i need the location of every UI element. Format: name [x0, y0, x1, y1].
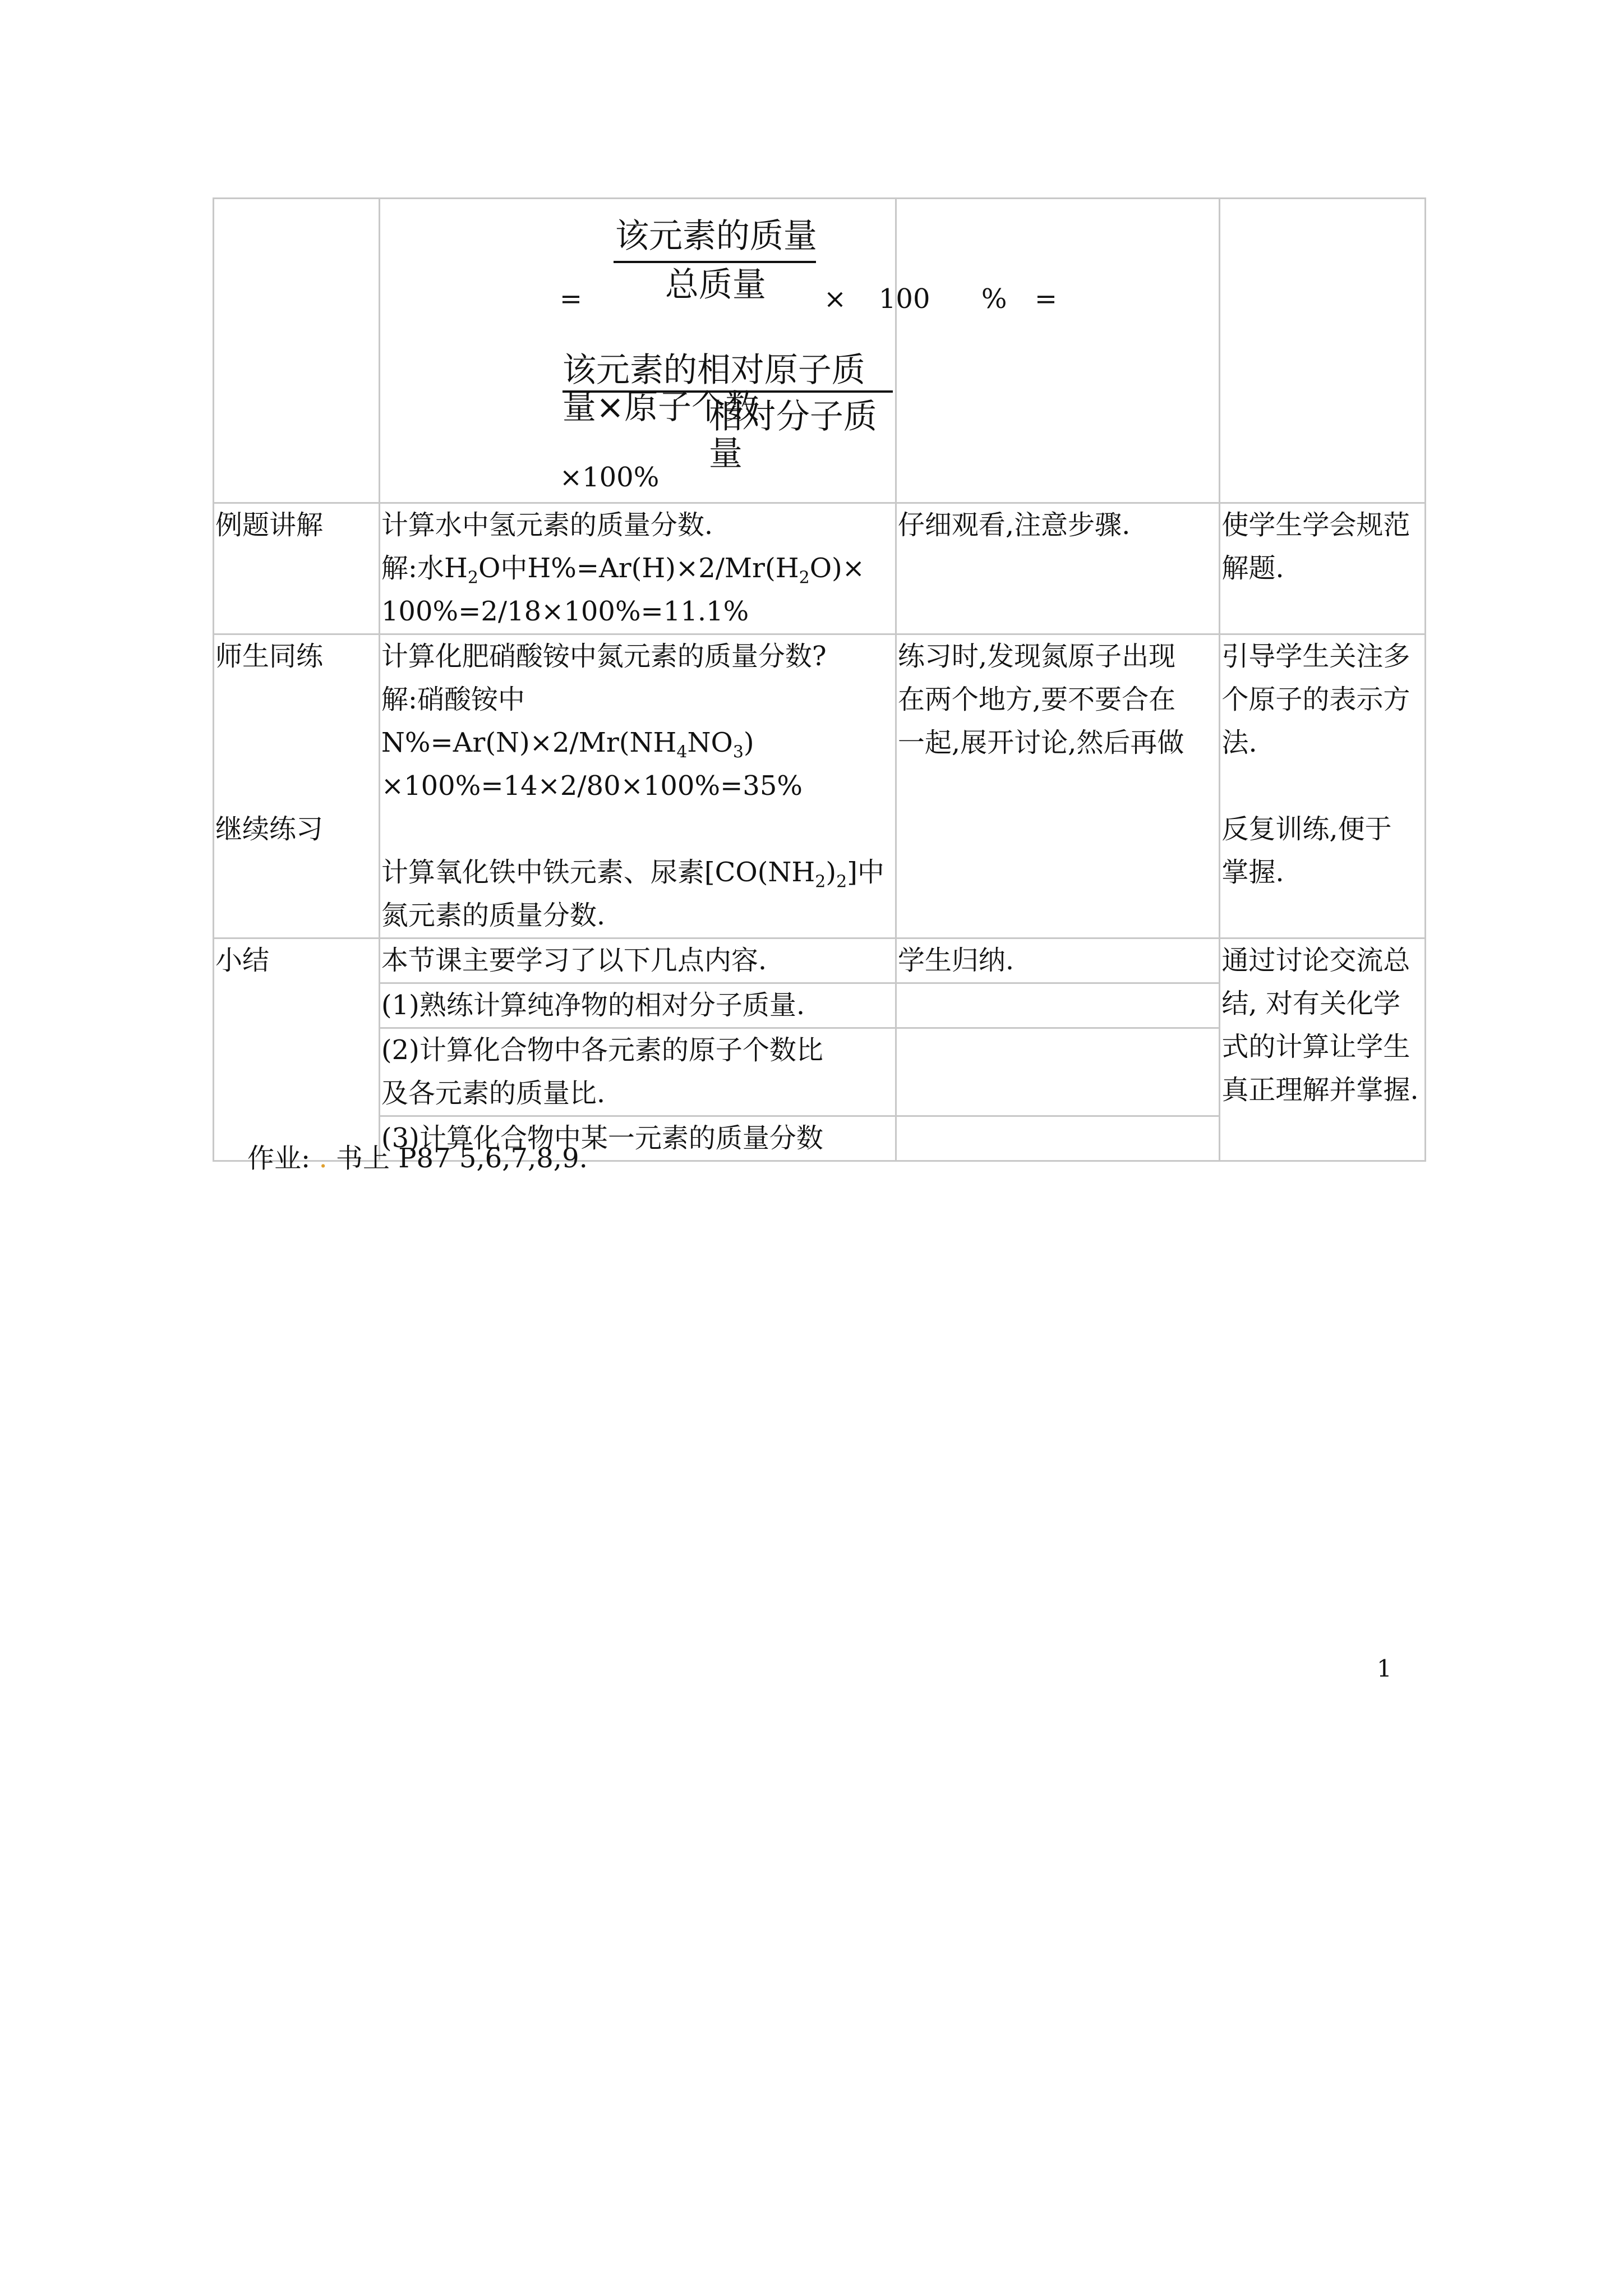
summary-item-2 [379, 1028, 896, 1116]
formula-tail: ×100% [559, 462, 660, 493]
summary-empty-2 [896, 1028, 1220, 1116]
homework-dot: . [319, 1143, 328, 1174]
summary-item-3: (3)计算化合物中某一元素的质量分数 [379, 1116, 896, 1161]
spacer [215, 678, 377, 808]
formula-cell [379, 199, 1058, 503]
intent-line: 法. [1221, 727, 1257, 758]
example-row [214, 503, 1426, 634]
spacer [381, 808, 894, 851]
intent-line: 真正理解并掌握. [1221, 1074, 1419, 1106]
intent-line: 解题. [1221, 553, 1284, 584]
equals-sign-1: = [559, 283, 583, 315]
text: ) [826, 857, 837, 888]
summary-empty-3 [896, 1116, 1220, 1161]
intent-line: 引导学生关注多 [1221, 641, 1410, 672]
example-label: 例题讲解 [214, 503, 380, 634]
intent-line: 反复训练,便于 [1221, 813, 1392, 845]
text: ]中 [847, 857, 884, 888]
together-student [896, 634, 1220, 938]
item-line: (2)计算化合物中各元素的原子个数比 [381, 1034, 823, 1066]
formula-intent-cell [1220, 199, 1426, 503]
page-number: 1 [1377, 1655, 1392, 1682]
summary-row-1 [214, 938, 1426, 983]
summary-label: 小结 [214, 938, 380, 1161]
subscript: 4 [676, 742, 688, 762]
homework-label: 作业: [247, 1143, 311, 1174]
together-question: 计算化肥硝酸铵中氮元素的质量分数? [381, 641, 827, 672]
fraction-1-denominator: 总质量 [665, 265, 766, 305]
text: ) [743, 727, 754, 758]
intent-line: 使学生学会规范 [1221, 509, 1410, 541]
item-line: 及各元素的质量比. [381, 1078, 606, 1109]
student-line: 练习时,发现氮原子出现 [897, 641, 1176, 672]
percent-sign: % [981, 283, 1007, 315]
summary-item-1: (1)熟练计算纯净物的相对分子质量. [379, 983, 896, 1028]
formula-student-cell [896, 199, 1220, 503]
continue-label: 继续练习 [215, 813, 324, 845]
practice-intent [1220, 634, 1426, 938]
homework-line [247, 1140, 588, 1177]
spacer [1221, 765, 1423, 808]
together-label: 师生同练 [215, 641, 324, 672]
text: O)× [809, 553, 865, 584]
together-solution-result: ×100%=14×2/80×100%=35% [381, 770, 803, 802]
text: NO [687, 727, 733, 758]
formula-label-cell [214, 199, 380, 503]
example-student: 仔细观看,注意步骤. [896, 503, 1220, 634]
text: 计算氧化铁中铁元素、尿素[CO(NH [381, 857, 815, 888]
text: O中H%=Ar(H)×2/Mr(H [478, 553, 799, 584]
subscript: 2 [799, 568, 810, 588]
example-content [379, 503, 896, 634]
continue-question [381, 851, 894, 894]
fraction-2-numerator: 该元素的相对原子质量×原子个数 [562, 351, 865, 427]
equals-sign-2: = [1034, 283, 1058, 315]
intent-line: 掌握. [1221, 857, 1284, 888]
fraction-2-denominator: 相对分子质量 [708, 397, 877, 473]
summary-empty-1 [896, 983, 1220, 1028]
times-sign: × [823, 283, 847, 315]
summary-intent [1220, 938, 1426, 1161]
example-intent [1220, 503, 1426, 634]
text: 解:水H [381, 553, 468, 584]
student-line: 一起,展开讨论,然后再做 [897, 727, 1184, 758]
intent-line: 式的计算让学生 [1221, 1031, 1410, 1062]
continue-question-2: 氮元素的质量分数. [381, 900, 606, 931]
practice-label-cell [214, 634, 380, 938]
intent-line: 通过讨论交流总 [1221, 945, 1410, 976]
summary-intro: 本节课主要学习了以下几点内容. [379, 938, 896, 983]
intent-line: 个原子的表示方 [1221, 684, 1410, 715]
hundred-value: 100 [878, 283, 930, 315]
subscript: 2 [815, 872, 826, 892]
summary-student: 学生归纳. [896, 938, 1220, 983]
practice-row [214, 634, 1426, 938]
example-solution-line [381, 547, 894, 590]
subscript: 2 [467, 568, 479, 588]
lesson-table [213, 197, 1426, 1162]
example-solution-result: 100%=2/18×100%=11.1% [381, 596, 749, 627]
text: 解:硝酸铵中N%=Ar(N)×2/Mr(NH [381, 684, 677, 758]
intent-line: 结, 对有关化学 [1221, 988, 1400, 1019]
fraction-1-numerator: 该元素的质量 [615, 217, 817, 256]
example-question: 计算水中氢元素的质量分数. [381, 509, 713, 541]
subscript: 3 [732, 742, 744, 762]
formula-row [214, 199, 1426, 503]
homework-text: 书上 P87 5,6,7,8,9. [335, 1143, 588, 1174]
subscript: 2 [836, 872, 847, 892]
together-solution-line [381, 678, 894, 765]
student-line: 在两个地方,要不要合在 [897, 684, 1176, 715]
practice-content [379, 634, 896, 938]
